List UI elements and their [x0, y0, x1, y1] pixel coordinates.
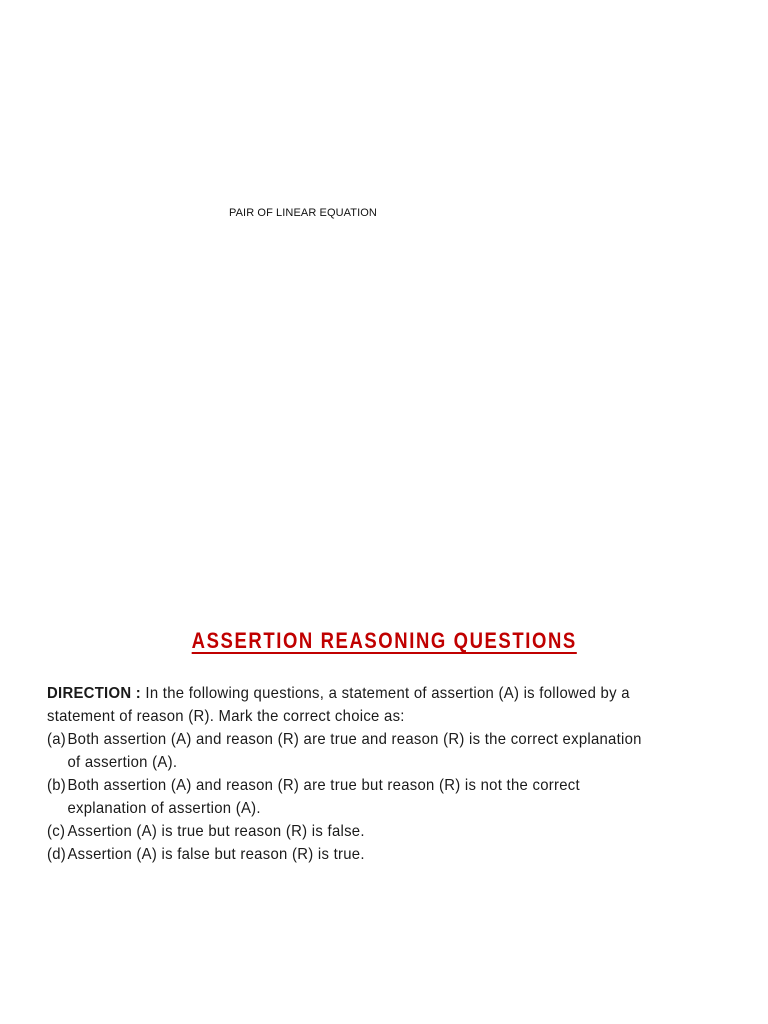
section-title: ASSERTION REASONING QUESTIONS: [191, 628, 577, 653]
option-a-text-2: of assertion (A).: [67, 754, 178, 771]
chapter-header-label: PAIR OF LINEAR EQUATION: [229, 207, 377, 219]
direction-line-2: statement of reason (R). Mark the correct choice as:: [47, 708, 405, 725]
direction-block: [47, 682, 737, 866]
option-a-text-1: Both assertion (A) and reason (R) are true and reason (R) is the correct explanation: [67, 731, 642, 748]
direction-label: DIRECTION :: [47, 685, 142, 702]
option-b-text-2: explanation of assertion (A).: [67, 800, 261, 817]
direction-text-1: In the following questions, a statement of assertion (A) is followed by a: [145, 685, 630, 702]
option-b-marker: (b): [47, 777, 67, 794]
direction-line-1: [47, 682, 689, 705]
option-c-text-1: Assertion (A) is true but reason (R) is false.: [67, 823, 365, 840]
option-a-marker: (a): [47, 731, 67, 748]
option-c-marker: (c): [47, 823, 66, 840]
option-b: [47, 774, 689, 797]
option-d: [47, 843, 689, 866]
option-a: [47, 728, 689, 751]
option-b-text-1: Both assertion (A) and reason (R) are true but reason (R) is not the correct: [67, 777, 580, 794]
option-d-text-1: Assertion (A) is false but reason (R) is true.: [67, 846, 365, 863]
option-c: [47, 820, 689, 843]
option-d-marker: (d): [47, 846, 67, 863]
section-heading: [0, 628, 768, 654]
